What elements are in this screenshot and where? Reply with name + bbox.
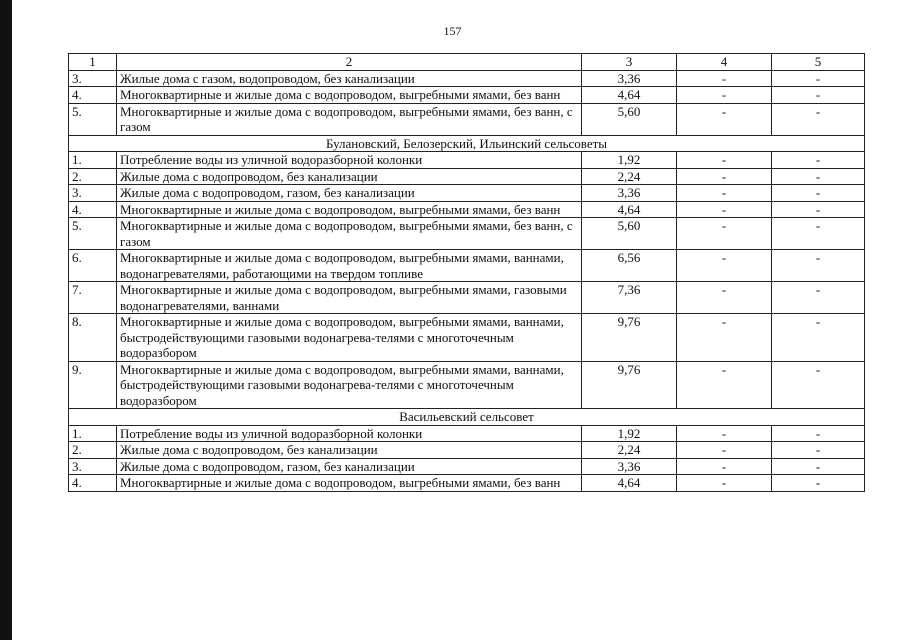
row-col4: - bbox=[677, 185, 772, 202]
row-value: 6,56 bbox=[582, 250, 677, 282]
row-col4: - bbox=[677, 250, 772, 282]
row-col4: - bbox=[677, 425, 772, 442]
row-col5: - bbox=[772, 70, 865, 87]
row-description: Потребление воды из уличной водоразборной колонки bbox=[117, 425, 582, 442]
row-description: Жилые дома с водопроводом, газом, без канализации bbox=[117, 185, 582, 202]
row-number: 3. bbox=[69, 458, 117, 475]
row-col4: - bbox=[677, 152, 772, 169]
row-number: 7. bbox=[69, 282, 117, 314]
row-description: Потребление воды из уличной водоразборной колонки bbox=[117, 152, 582, 169]
table-header-row bbox=[69, 54, 865, 71]
header-col-1: 1 bbox=[69, 54, 117, 71]
row-number: 8. bbox=[69, 314, 117, 362]
row-col5: - bbox=[772, 442, 865, 459]
row-col4: - bbox=[677, 201, 772, 218]
header-col-3: 3 bbox=[582, 54, 677, 71]
row-number: 4. bbox=[69, 201, 117, 218]
row-col5: - bbox=[772, 458, 865, 475]
row-value: 4,64 bbox=[582, 201, 677, 218]
section-row bbox=[69, 135, 865, 152]
page-number: 157 bbox=[443, 24, 462, 38]
row-description: Жилые дома с водопроводом, без канализации bbox=[117, 168, 582, 185]
row-number: 2. bbox=[69, 168, 117, 185]
row-value: 9,76 bbox=[582, 361, 677, 409]
table-row bbox=[69, 361, 865, 409]
row-number: 6. bbox=[69, 250, 117, 282]
row-description: Многоквартирные и жилые дома с водопроводом, выгребными ямами, без ванн, с газом bbox=[117, 218, 582, 250]
row-col4: - bbox=[677, 103, 772, 135]
row-col5: - bbox=[772, 103, 865, 135]
row-value: 2,24 bbox=[582, 442, 677, 459]
row-col4: - bbox=[677, 218, 772, 250]
row-col5: - bbox=[772, 218, 865, 250]
row-description: Многоквартирные и жилые дома с водопроводом, выгребными ямами, без ванн bbox=[117, 201, 582, 218]
row-value: 3,36 bbox=[582, 70, 677, 87]
table-row bbox=[69, 201, 865, 218]
row-value: 3,36 bbox=[582, 458, 677, 475]
row-col4: - bbox=[677, 282, 772, 314]
header-col-2: 2 bbox=[117, 54, 582, 71]
row-description: Многоквартирные и жилые дома с водопроводом, выгребными ямами, без ванн bbox=[117, 87, 582, 104]
row-col5: - bbox=[772, 152, 865, 169]
norms-table bbox=[68, 53, 865, 492]
row-col4: - bbox=[677, 70, 772, 87]
row-number: 4. bbox=[69, 475, 117, 492]
table-row bbox=[69, 425, 865, 442]
section-row bbox=[69, 409, 865, 426]
table-row bbox=[69, 442, 865, 459]
header-col-5: 5 bbox=[772, 54, 865, 71]
row-description: Жилые дома с водопроводом, без канализации bbox=[117, 442, 582, 459]
section-title: Васильевский сельсовет bbox=[69, 409, 865, 426]
row-value: 1,92 bbox=[582, 425, 677, 442]
row-value: 2,24 bbox=[582, 168, 677, 185]
row-col4: - bbox=[677, 458, 772, 475]
row-description: Многоквартирные и жилые дома с водопроводом, выгребными ямами, без ванн, с газом bbox=[117, 103, 582, 135]
table-row bbox=[69, 103, 865, 135]
row-number: 3. bbox=[69, 185, 117, 202]
row-col4: - bbox=[677, 475, 772, 492]
table-row bbox=[69, 314, 865, 362]
table-row bbox=[69, 218, 865, 250]
row-col4: - bbox=[677, 87, 772, 104]
row-col5: - bbox=[772, 250, 865, 282]
row-description: Многоквартирные и жилые дома с водопроводом, выгребными ямами, ваннами, быстродействующими газовыми водонагрева-телями с многоточечным водоразбором bbox=[117, 314, 582, 362]
table-row bbox=[69, 70, 865, 87]
table-body bbox=[69, 70, 865, 491]
row-col5: - bbox=[772, 475, 865, 492]
row-col4: - bbox=[677, 361, 772, 409]
row-description: Многоквартирные и жилые дома с водопроводом, выгребными ямами, ваннами, водонагревателями, работающими на твердом топливе bbox=[117, 250, 582, 282]
table-row bbox=[69, 152, 865, 169]
row-value: 9,76 bbox=[582, 314, 677, 362]
row-value: 4,64 bbox=[582, 87, 677, 104]
table-row bbox=[69, 458, 865, 475]
row-number: 9. bbox=[69, 361, 117, 409]
row-number: 1. bbox=[69, 425, 117, 442]
row-col5: - bbox=[772, 314, 865, 362]
scan-edge-bar bbox=[0, 0, 12, 640]
row-description: Многоквартирные и жилые дома с водопроводом, выгребными ямами, ваннами, быстродействующими газовыми водонагрева-телями с многоточечным водоразбором bbox=[117, 361, 582, 409]
row-col5: - bbox=[772, 168, 865, 185]
table-row bbox=[69, 185, 865, 202]
table-row bbox=[69, 475, 865, 492]
row-value: 1,92 bbox=[582, 152, 677, 169]
row-col5: - bbox=[772, 87, 865, 104]
row-col5: - bbox=[772, 361, 865, 409]
row-description: Жилые дома с газом, водопроводом, без канализации bbox=[117, 70, 582, 87]
row-description: Многоквартирные и жилые дома с водопроводом, выгребными ямами, без ванн bbox=[117, 475, 582, 492]
row-col5: - bbox=[772, 282, 865, 314]
row-value: 5,60 bbox=[582, 103, 677, 135]
row-col5: - bbox=[772, 425, 865, 442]
row-number: 2. bbox=[69, 442, 117, 459]
section-title: Булановский, Белозерский, Ильинский сельсоветы bbox=[69, 135, 865, 152]
row-col5: - bbox=[772, 201, 865, 218]
row-description: Жилые дома с водопроводом, газом, без канализации bbox=[117, 458, 582, 475]
row-col5: - bbox=[772, 185, 865, 202]
row-value: 3,36 bbox=[582, 185, 677, 202]
row-number: 3. bbox=[69, 70, 117, 87]
table-row bbox=[69, 87, 865, 104]
table-row bbox=[69, 168, 865, 185]
header-col-4: 4 bbox=[677, 54, 772, 71]
row-value: 5,60 bbox=[582, 218, 677, 250]
table-row bbox=[69, 282, 865, 314]
row-col4: - bbox=[677, 168, 772, 185]
row-value: 7,36 bbox=[582, 282, 677, 314]
row-value: 4,64 bbox=[582, 475, 677, 492]
row-description: Многоквартирные и жилые дома с водопроводом, выгребными ямами, газовыми водонагревателями, ваннами bbox=[117, 282, 582, 314]
table-row bbox=[69, 250, 865, 282]
row-col4: - bbox=[677, 442, 772, 459]
row-number: 4. bbox=[69, 87, 117, 104]
row-number: 1. bbox=[69, 152, 117, 169]
row-number: 5. bbox=[69, 218, 117, 250]
row-number: 5. bbox=[69, 103, 117, 135]
row-col4: - bbox=[677, 314, 772, 362]
